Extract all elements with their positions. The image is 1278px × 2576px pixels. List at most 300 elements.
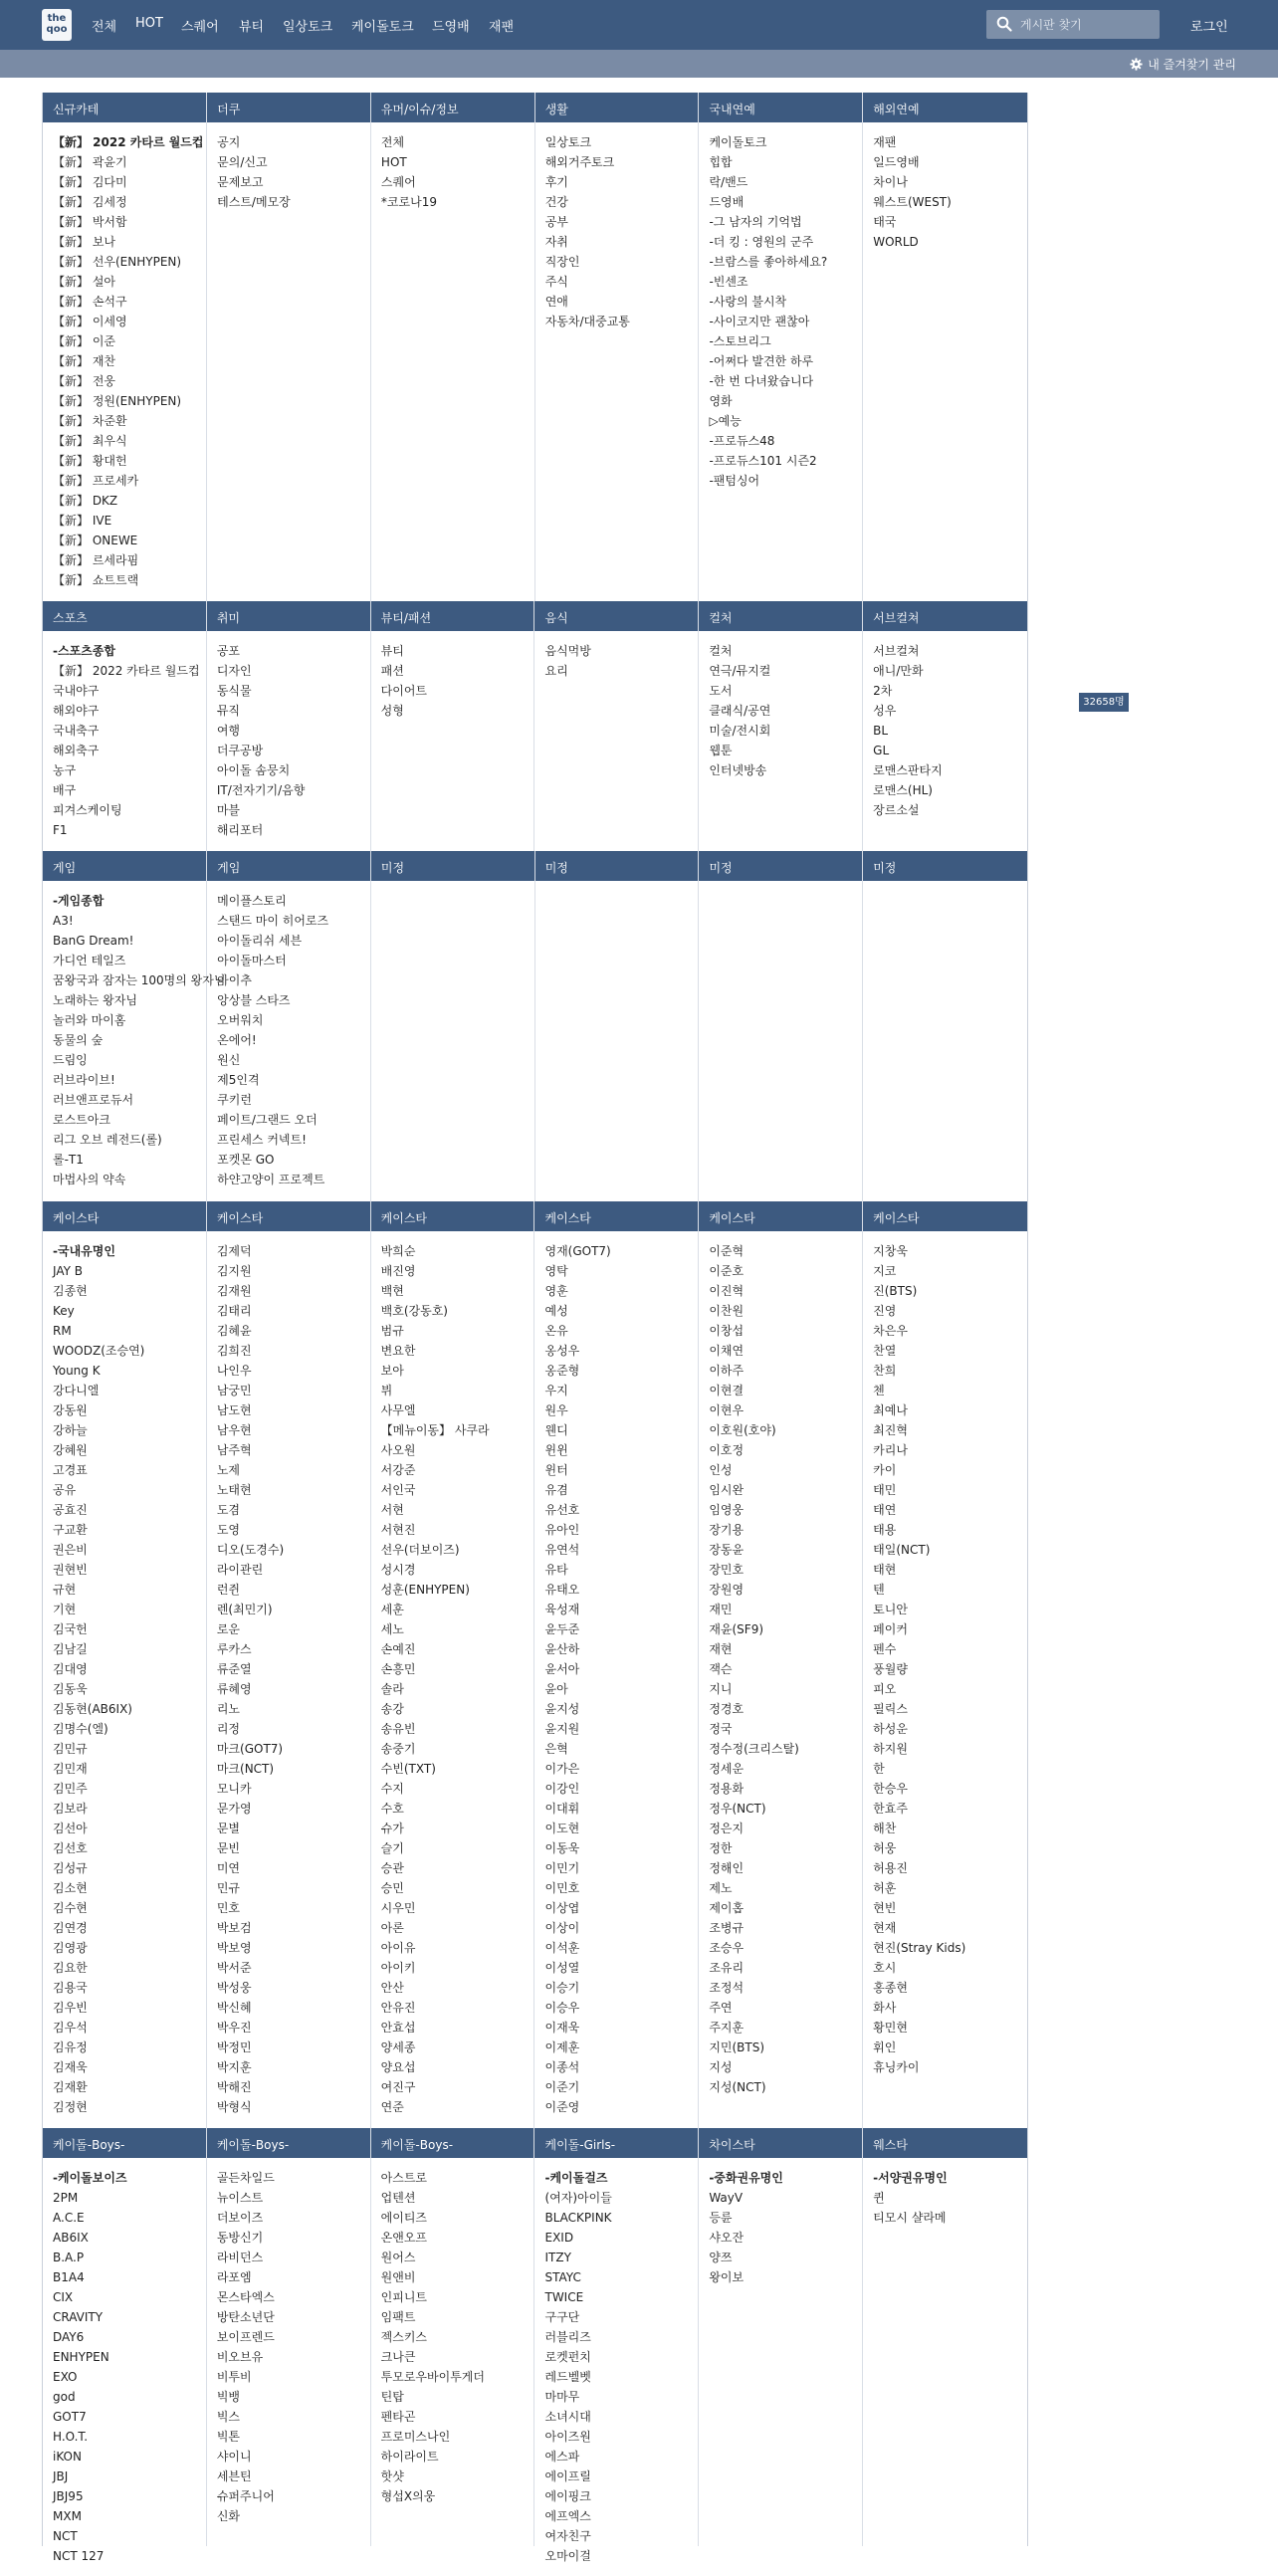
board-link[interactable]: 주지훈	[709, 2021, 745, 2035]
board-link[interactable]: 성시경	[380, 1563, 416, 1577]
board-link[interactable]: 정은지	[709, 1822, 745, 1835]
board-link[interactable]: 【新】 설아	[53, 275, 115, 289]
board-link[interactable]: 이찬원	[709, 1304, 745, 1318]
board-link[interactable]: 공효진	[53, 1503, 88, 1517]
board-link[interactable]: 해외야구	[53, 704, 100, 718]
board-link[interactable]: 규현	[53, 1583, 77, 1597]
board-link[interactable]: 박형식	[216, 2100, 252, 2114]
board-link[interactable]: 한승우	[873, 1782, 908, 1796]
board-link[interactable]: 최예나	[873, 1403, 908, 1417]
board-link[interactable]: 지니	[709, 1682, 733, 1696]
board-link[interactable]: GOT7	[53, 2410, 87, 2424]
board-link[interactable]: 뉴이스트	[216, 2191, 264, 2205]
board-link[interactable]: 라포엠	[216, 2270, 252, 2284]
board-link[interactable]: 마마무	[544, 2390, 580, 2404]
board-link[interactable]: 아이돌리쉬 세븐	[217, 934, 303, 948]
board-link[interactable]: 민호	[216, 1901, 241, 1915]
board-link[interactable]: 성훈(ENHYPEN)	[380, 1583, 470, 1597]
board-link[interactable]: 웬디	[544, 1423, 568, 1437]
nav-item-square[interactable]: 스퀘어	[181, 20, 219, 35]
board-link[interactable]: 몬스타엑스	[216, 2290, 275, 2304]
board-link[interactable]: 【新】 2022 카타르 월드컵	[53, 664, 200, 678]
board-link[interactable]: 애니/만화	[873, 664, 924, 678]
board-link[interactable]: 범규	[380, 1324, 404, 1338]
board-link[interactable]: 【新】 전웅	[53, 374, 115, 388]
board-link[interactable]: 이가은	[544, 1762, 580, 1776]
board-link[interactable]: 러블리즈	[544, 2330, 591, 2344]
board-link[interactable]: 클래식/공연	[709, 704, 771, 718]
board-link[interactable]: 동식물	[216, 684, 252, 698]
board-link[interactable]: 기현	[53, 1603, 77, 1616]
board-link[interactable]: 김선호	[53, 1841, 88, 1855]
login-button[interactable]: 로그인	[1190, 20, 1228, 35]
board-link[interactable]: 장민호	[709, 1563, 745, 1577]
board-link[interactable]: 첸	[873, 1384, 885, 1397]
board-link[interactable]: 김수현	[53, 1901, 88, 1915]
board-link[interactable]: 박정민	[216, 2040, 252, 2054]
board-link[interactable]: 김국헌	[53, 1622, 88, 1636]
board-link[interactable]: 원앤비	[380, 2270, 416, 2284]
board-link[interactable]: 이제훈	[544, 2040, 580, 2054]
board-link[interactable]: STAYC	[544, 2270, 581, 2284]
board-link[interactable]: 이준영	[544, 2100, 580, 2114]
board-link[interactable]: 페이트/그랜드 오더	[217, 1113, 318, 1127]
board-link[interactable]: 일상토크	[544, 135, 592, 149]
board-link[interactable]: 김민재	[53, 1762, 88, 1776]
board-link[interactable]: 태민	[873, 1483, 897, 1497]
nav-item-all[interactable]: 전체	[92, 20, 117, 35]
board-link[interactable]: 태현	[873, 1563, 897, 1577]
board-link[interactable]: 지성(NCT)	[709, 2080, 766, 2094]
board-link[interactable]: 소녀시대	[544, 2410, 591, 2424]
board-link[interactable]: 프린세스 커넥트!	[217, 1133, 307, 1147]
board-link[interactable]: 김우석	[53, 2021, 88, 2035]
board-link[interactable]: B1A4	[53, 2270, 85, 2284]
board-link[interactable]: 조유리	[709, 1961, 745, 1975]
board-link[interactable]: 이민호	[544, 1881, 580, 1895]
board-link[interactable]: 김재환	[53, 2080, 88, 2094]
board-link[interactable]: 노태현	[216, 1483, 252, 1497]
board-link[interactable]: 김희진	[216, 1344, 252, 1358]
board-link[interactable]: 온에어!	[217, 1033, 257, 1047]
board-link[interactable]: 사무엘	[380, 1403, 416, 1417]
board-link[interactable]: 자동차/대중교통	[544, 315, 630, 328]
board-link[interactable]: -사랑의 불시착	[709, 295, 787, 309]
board-link[interactable]: 로운	[216, 1622, 241, 1636]
board-link[interactable]: 김유정	[53, 2040, 88, 2054]
board-link[interactable]: 컬처	[709, 644, 733, 658]
board-link[interactable]: 형섭X의웅	[380, 2489, 436, 2503]
board-link[interactable]: 도영	[216, 1523, 241, 1537]
board-link[interactable]: 세노	[380, 1622, 404, 1636]
board-link[interactable]: 이현결	[709, 1384, 745, 1397]
board-link[interactable]: 차이나	[873, 175, 908, 189]
board-link[interactable]: 이현우	[709, 1403, 745, 1417]
board-link[interactable]: DAY6	[53, 2330, 85, 2344]
board-link[interactable]: 마크(NCT)	[216, 1762, 275, 1776]
board-link[interactable]: 공지	[217, 135, 241, 149]
board-link[interactable]: -사이코지만 괜찮아	[709, 315, 810, 328]
board-link[interactable]: 에스파	[544, 2450, 580, 2464]
nav-item-drama-movie[interactable]: 드영배	[432, 20, 470, 35]
board-link[interactable]: Key	[53, 1304, 75, 1318]
board-link[interactable]: 롤-T1	[53, 1153, 84, 1167]
board-link[interactable]: 김정현	[53, 2100, 88, 2114]
board-link[interactable]: 문가영	[216, 1802, 252, 1816]
board-link[interactable]: 이채연	[709, 1344, 745, 1358]
board-link[interactable]: -프로듀스48	[709, 434, 775, 448]
board-link[interactable]: 문빈	[216, 1841, 241, 1855]
nav-item-japan[interactable]: 재팬	[489, 20, 515, 35]
board-link[interactable]: 지창욱	[873, 1244, 908, 1258]
board-link[interactable]: B.A.P	[53, 2251, 85, 2264]
board-link[interactable]: 유연석	[544, 1543, 580, 1557]
board-link[interactable]: 유아인	[544, 1523, 580, 1537]
board-link[interactable]: 선우(더보이즈)	[380, 1543, 460, 1557]
board-link[interactable]: 진(BTS)	[873, 1284, 918, 1298]
board-link[interactable]: 더쿠공방	[216, 744, 264, 757]
board-link[interactable]: 원신	[217, 1053, 241, 1067]
board-link[interactable]: 장원영	[709, 1583, 745, 1597]
board-link[interactable]: 장기용	[709, 1523, 745, 1537]
board-link[interactable]: 유태오	[544, 1583, 580, 1597]
board-link[interactable]: 드림잉	[53, 1053, 88, 1067]
board-link[interactable]: GL	[873, 744, 890, 757]
board-link[interactable]: 메이플스토리	[217, 894, 287, 908]
board-link[interactable]: 이창섭	[709, 1324, 745, 1338]
board-link[interactable]: 여진구	[380, 2080, 416, 2094]
board-link[interactable]: 하얀고양이 프로젝트	[217, 1173, 325, 1186]
board-link[interactable]: 영화	[709, 394, 733, 408]
board-link[interactable]: 【新】 김다미	[53, 175, 127, 189]
board-link[interactable]: 이준기	[544, 2080, 580, 2094]
board-link[interactable]: 류준열	[216, 1662, 252, 1676]
board-link[interactable]: 노래하는 왕자님	[53, 993, 137, 1007]
board-link[interactable]: 차은우	[873, 1324, 908, 1338]
board-link[interactable]: 뷰티	[380, 644, 404, 658]
board-link[interactable]: 남도현	[216, 1403, 252, 1417]
board-link[interactable]: 박보영	[216, 1941, 252, 1955]
board-link[interactable]: 마법사의 약속	[53, 1173, 126, 1186]
board-link[interactable]: 예성	[544, 1304, 568, 1318]
board-link[interactable]: 제노	[709, 1881, 733, 1895]
board-link[interactable]: 정해인	[709, 1861, 745, 1875]
board-link[interactable]: 김민규	[53, 1742, 88, 1756]
board-link[interactable]: 현빈	[873, 1901, 897, 1915]
board-link[interactable]: 인터넷방송	[709, 763, 767, 777]
board-link[interactable]: 서현	[380, 1503, 404, 1517]
board-link[interactable]: -케이돌보이즈	[53, 2171, 127, 2185]
board-link[interactable]: 러브앤프로듀서	[53, 1093, 134, 1107]
board-link[interactable]: 은혁	[544, 1742, 568, 1756]
board-link[interactable]: 임시완	[709, 1483, 745, 1497]
board-link[interactable]: 렌(최민기)	[216, 1603, 273, 1616]
board-link[interactable]: 더보이즈	[216, 2211, 264, 2225]
board-link[interactable]: 영재(GOT7)	[544, 1244, 611, 1258]
board-link[interactable]: 승민	[380, 1881, 404, 1895]
board-link[interactable]: 스탠드 마이 히어로즈	[217, 914, 329, 928]
board-link[interactable]: 크나큰	[380, 2350, 416, 2364]
board-link[interactable]: 【新】 2022 카타르 월드컵	[53, 135, 204, 149]
board-link[interactable]: 틴탑	[380, 2390, 404, 2404]
board-link[interactable]: 김영광	[53, 1941, 88, 1955]
board-link[interactable]: 국내야구	[53, 684, 100, 698]
board-link[interactable]: H.O.T.	[53, 2430, 89, 2444]
board-link[interactable]: 태연	[873, 1503, 897, 1517]
board-link[interactable]: 재윤(SF9)	[709, 1622, 764, 1636]
board-link[interactable]: 이호정	[709, 1443, 745, 1457]
board-link[interactable]: 김성규	[53, 1861, 88, 1875]
board-link[interactable]: 이대휘	[544, 1802, 580, 1816]
board-link[interactable]: -한 번 다녀왔습니다	[709, 374, 814, 388]
board-link[interactable]: 김혜윤	[216, 1324, 252, 1338]
board-link[interactable]: 고경표	[53, 1463, 88, 1477]
board-link[interactable]: 세훈	[380, 1603, 404, 1616]
board-link[interactable]: 힙합	[709, 155, 733, 169]
board-link[interactable]: -스포츠종합	[53, 644, 115, 658]
board-link[interactable]: 인성	[709, 1463, 733, 1477]
board-link[interactable]: 최진혁	[873, 1423, 908, 1437]
board-link[interactable]: 현재	[873, 1921, 897, 1935]
board-link[interactable]: 정우(NCT)	[709, 1802, 766, 1816]
board-link[interactable]: 【新】 김세정	[53, 195, 127, 209]
board-link[interactable]: 이상엽	[544, 1901, 580, 1915]
board-link[interactable]: 아이돌마스터	[217, 954, 287, 967]
board-link[interactable]: 펜타곤	[380, 2410, 416, 2424]
board-link[interactable]: JAY B	[53, 1264, 83, 1278]
board-link[interactable]: 로켓펀치	[544, 2350, 591, 2364]
board-link[interactable]: 제5인격	[217, 1073, 260, 1087]
board-link[interactable]: 프로미스나인	[380, 2430, 451, 2444]
board-link[interactable]: 정경호	[709, 1702, 745, 1716]
board-link[interactable]: 태일(NCT)	[873, 1543, 931, 1557]
board-link[interactable]: 요리	[544, 664, 568, 678]
board-link[interactable]: 【新】 차준환	[53, 414, 127, 428]
board-link[interactable]: 한효주	[873, 1802, 908, 1816]
search-icon[interactable]	[996, 16, 1012, 32]
board-link[interactable]: 이석훈	[544, 1941, 580, 1955]
board-link[interactable]: 윤두준	[544, 1622, 580, 1636]
board-link[interactable]: 에이핑크	[544, 2489, 591, 2503]
board-link[interactable]: 송중기	[380, 1742, 416, 1756]
board-link[interactable]: 이성열	[544, 1961, 580, 1975]
board-link[interactable]: 휘인	[873, 2040, 897, 2054]
board-link[interactable]: 【新】 르세라핌	[53, 553, 139, 567]
board-link[interactable]: -그 남자의 기억법	[709, 215, 802, 229]
board-link[interactable]: 윤지성	[544, 1702, 580, 1716]
board-link[interactable]: 연준	[380, 2100, 404, 2114]
board-link[interactable]: 손예진	[380, 1642, 416, 1656]
board-link[interactable]: 김재욱	[53, 2060, 88, 2074]
board-link[interactable]: TWICE	[544, 2290, 584, 2304]
nav-item-hot[interactable]: HOT	[135, 16, 163, 31]
board-link[interactable]: 연극/뮤지컬	[709, 664, 771, 678]
board-link[interactable]: 【新】 손석구	[53, 295, 127, 309]
board-link[interactable]: god	[53, 2390, 76, 2404]
board-link[interactable]: 시우민	[380, 1901, 416, 1915]
board-link[interactable]: 로맨스(HL)	[873, 783, 933, 797]
board-link[interactable]: 【新】 DKZ	[53, 494, 118, 508]
board-link[interactable]: 이준혁	[709, 1244, 745, 1258]
board-link[interactable]: MXM	[53, 2509, 82, 2523]
board-link[interactable]: 로스트아크	[53, 1113, 110, 1127]
board-link[interactable]: 문별	[216, 1822, 241, 1835]
board-link[interactable]: 샤이니	[216, 2450, 252, 2464]
board-link[interactable]: 잭슨	[709, 1662, 733, 1676]
board-link[interactable]: 안산	[380, 1981, 404, 1995]
board-link[interactable]: 윤아	[544, 1682, 568, 1696]
board-link[interactable]: 러브라이브!	[53, 1073, 115, 1087]
board-link[interactable]: 젝스키스	[380, 2330, 428, 2344]
board-link[interactable]: 임영웅	[709, 1503, 745, 1517]
board-link[interactable]: 비오브유	[216, 2350, 264, 2364]
board-link[interactable]: 【新】 이세영	[53, 315, 127, 328]
board-link[interactable]: 【新】 선우(ENHYPEN)	[53, 255, 182, 269]
board-link[interactable]: 남궁민	[216, 1384, 252, 1397]
board-link[interactable]: 주연	[709, 2001, 733, 2015]
board-link[interactable]: 【新】 재찬	[53, 354, 115, 368]
board-link[interactable]: 리정	[216, 1722, 241, 1736]
board-link[interactable]: WayV	[709, 2191, 744, 2205]
board-link[interactable]: 송강	[380, 1702, 404, 1716]
board-link[interactable]: 조병규	[709, 1921, 745, 1935]
board-link[interactable]: 조승우	[709, 1941, 745, 1955]
board-link[interactable]: 케이돌토크	[709, 135, 767, 149]
board-link[interactable]: 김우빈	[53, 2001, 88, 2015]
board-link[interactable]: 지민(BTS)	[709, 2040, 765, 2054]
board-link[interactable]: 카리나	[873, 1443, 908, 1457]
board-link[interactable]: 쿠키런	[217, 1093, 252, 1107]
board-link[interactable]: 이종석	[544, 2060, 580, 2074]
board-link[interactable]: 해찬	[873, 1822, 897, 1835]
board-link[interactable]: 배진영	[380, 1264, 416, 1278]
board-link[interactable]: 윈윈	[544, 1443, 568, 1457]
board-link[interactable]: 아론	[380, 1921, 404, 1935]
board-link[interactable]: 이승기	[544, 1981, 580, 1995]
board-link[interactable]: -브람스를 좋아하세요?	[709, 255, 828, 269]
board-link[interactable]: 박성웅	[216, 1981, 252, 1995]
board-link[interactable]: 아이유	[380, 1941, 416, 1955]
favorites-manage-button[interactable]	[1130, 56, 1236, 73]
board-link[interactable]: 허훈	[873, 1881, 897, 1895]
board-link[interactable]: 리노	[216, 1702, 241, 1716]
board-link[interactable]: JBJ	[53, 2469, 69, 2483]
board-link[interactable]: 여행	[216, 724, 241, 738]
board-link[interactable]: 웹툰	[709, 744, 733, 757]
board-link[interactable]: 하성운	[873, 1722, 908, 1736]
board-link[interactable]: 공유	[53, 1483, 77, 1497]
board-link[interactable]: 영탁	[544, 1264, 568, 1278]
board-link[interactable]: 박희순	[380, 1244, 416, 1258]
board-link[interactable]: 양쯔	[709, 2251, 733, 2264]
board-link[interactable]: 놀러와 마이홈	[53, 1013, 126, 1027]
board-link[interactable]: 권현빈	[53, 1563, 88, 1577]
board-link[interactable]: 이진혁	[709, 1284, 745, 1298]
board-link[interactable]: 티모시 샬라메	[873, 2211, 947, 2225]
board-link[interactable]: 재현	[709, 1642, 733, 1656]
board-link[interactable]: 김제덕	[216, 1244, 252, 1258]
board-link[interactable]: 구교환	[53, 1523, 88, 1537]
board-link[interactable]: -프로듀스101 시즌2	[709, 454, 817, 468]
board-link[interactable]: 남주혁	[216, 1443, 252, 1457]
board-link[interactable]: 드영배	[709, 195, 745, 209]
board-link[interactable]: 동방신기	[216, 2231, 264, 2245]
board-link[interactable]: 【新】 박서함	[53, 215, 127, 229]
board-link[interactable]: 유타	[544, 1563, 568, 1577]
board-link[interactable]: 강다니엘	[53, 1384, 100, 1397]
board-link[interactable]: 손흥민	[380, 1662, 416, 1676]
board-link[interactable]: 솔라	[380, 1682, 404, 1696]
board-link[interactable]: 방탄소년단	[216, 2310, 275, 2324]
board-link[interactable]: 국내축구	[53, 724, 100, 738]
board-link[interactable]: 이호원(호야)	[709, 1423, 776, 1437]
board-link[interactable]: 빅스	[216, 2410, 241, 2424]
board-link[interactable]: 도서	[709, 684, 733, 698]
board-link[interactable]: 진영	[873, 1304, 897, 1318]
board-link[interactable]: 피오	[873, 1682, 897, 1696]
board-link[interactable]: 에이티즈	[380, 2211, 428, 2225]
board-link[interactable]: 공포	[216, 644, 241, 658]
board-link[interactable]: 【新】 ONEWE	[53, 534, 138, 547]
board-link[interactable]: 옹성우	[544, 1344, 580, 1358]
board-link[interactable]: 성형	[380, 704, 404, 718]
board-link[interactable]: 등륜	[709, 2211, 733, 2225]
board-link[interactable]: A.C.E	[53, 2211, 85, 2225]
board-link[interactable]: 슬기	[380, 1841, 404, 1855]
board-link[interactable]: -빈센조	[709, 275, 748, 289]
board-link[interactable]: 박서준	[216, 1961, 252, 1975]
board-link[interactable]: 김종현	[53, 1284, 88, 1298]
board-link[interactable]: 윤산하	[544, 1642, 580, 1656]
board-link[interactable]: 보이프렌드	[216, 2330, 275, 2344]
board-link[interactable]: 피겨스케이팅	[53, 803, 122, 817]
board-link[interactable]: 김용국	[53, 1981, 88, 1995]
board-link[interactable]: 송유빈	[380, 1722, 416, 1736]
board-link[interactable]: 해리포터	[216, 823, 264, 837]
board-link[interactable]: EXID	[544, 2231, 574, 2245]
board-link[interactable]: 뷔	[380, 1384, 393, 1397]
board-link[interactable]: 이동욱	[544, 1841, 580, 1855]
board-link[interactable]: 원우	[544, 1403, 568, 1417]
board-link[interactable]: 강동원	[53, 1403, 88, 1417]
board-link[interactable]: 마크(GOT7)	[216, 1742, 284, 1756]
board-link[interactable]: BL	[873, 724, 889, 738]
board-link[interactable]: 앙상블 스타즈	[217, 993, 291, 1007]
board-link[interactable]: 아이추	[217, 973, 252, 987]
board-link[interactable]: 디자인	[216, 664, 252, 678]
board-link[interactable]: 휴닝카이	[873, 2060, 920, 2074]
board-link[interactable]: 김동욱	[53, 1682, 88, 1696]
board-link[interactable]: WORLD	[873, 235, 919, 249]
board-link[interactable]: 민규	[216, 1881, 241, 1895]
board-link[interactable]: 카이	[873, 1463, 897, 1477]
board-link[interactable]: 원어스	[380, 2251, 416, 2264]
board-link[interactable]: 음식먹방	[544, 644, 591, 658]
board-link[interactable]: 유선호	[544, 1503, 580, 1517]
board-link[interactable]: 오마이걸	[544, 2549, 591, 2563]
board-link[interactable]: 남우현	[216, 1423, 252, 1437]
board-link[interactable]: 김민주	[53, 1782, 88, 1796]
board-link[interactable]: 재민	[709, 1603, 733, 1616]
board-link[interactable]: 연애	[544, 295, 568, 309]
board-link[interactable]: 동물의 숲	[53, 1033, 104, 1047]
board-link[interactable]: CRAVITY	[53, 2310, 104, 2324]
board-link[interactable]: 윤서아	[544, 1662, 580, 1676]
board-link[interactable]: 조정석	[709, 1981, 745, 1995]
board-link[interactable]: 마블	[216, 803, 241, 817]
board-link[interactable]: -팬텀싱어	[709, 474, 760, 488]
board-link[interactable]: 안유진	[380, 2001, 416, 2015]
